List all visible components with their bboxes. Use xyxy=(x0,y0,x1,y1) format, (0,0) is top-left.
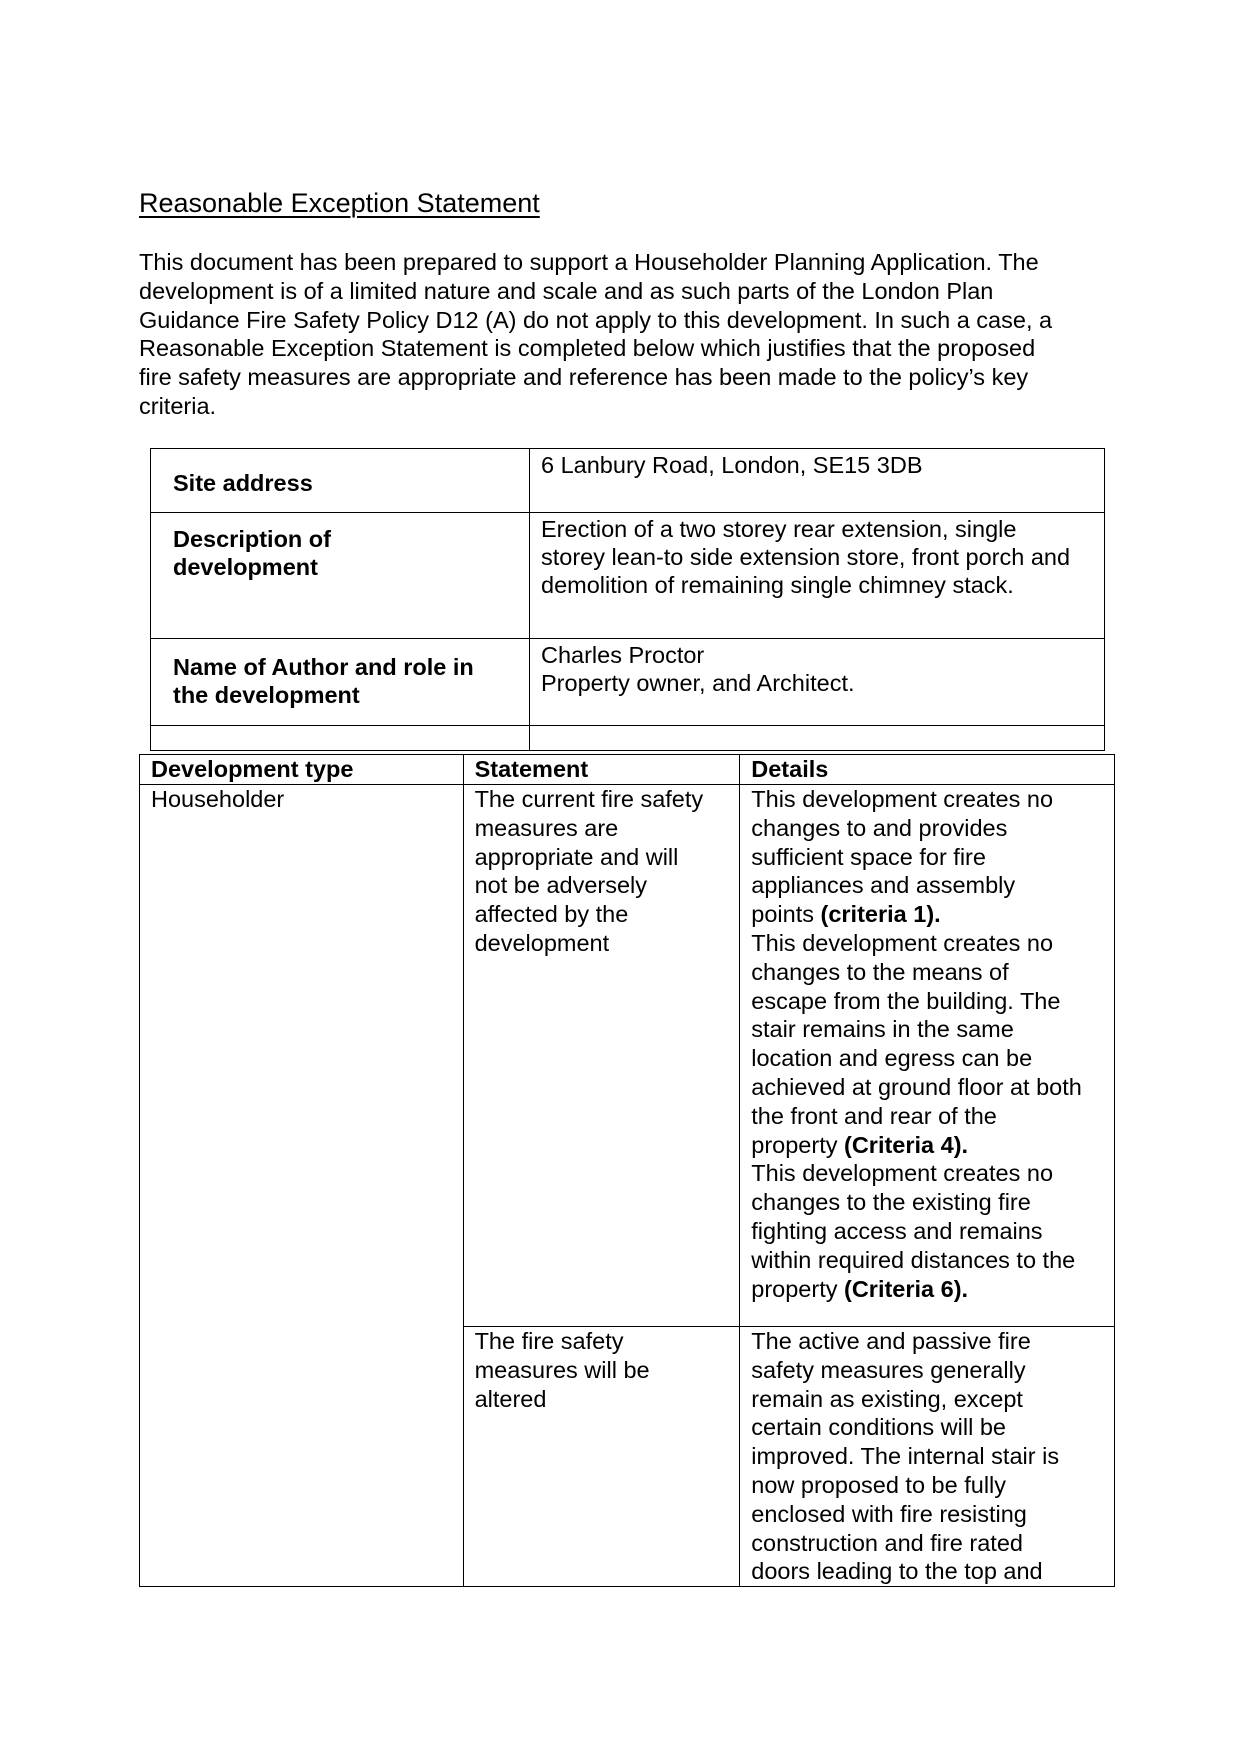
author-role: Property owner, and Architect. xyxy=(541,670,855,696)
description-label-line: Description of xyxy=(173,526,331,552)
intro-line: Guidance Fire Safety Policy D12 (A) do not apply to this development. In such a case, a xyxy=(139,306,1053,333)
details-line: safety measures generally xyxy=(751,1356,1026,1383)
details-line xyxy=(751,900,1114,929)
header-statement: Statement xyxy=(463,755,740,785)
site-info-table xyxy=(150,448,1105,751)
details-line: changes to and provides xyxy=(751,814,1008,841)
criteria-reference: (criteria 1). xyxy=(820,901,941,928)
details-line: doors leading to the top and xyxy=(751,1558,1043,1585)
statement-line: measures will be xyxy=(474,1356,650,1383)
intro-paragraph xyxy=(139,248,1119,421)
intro-line: This document has been prepared to support a Householder Planning Application. The xyxy=(139,249,1039,275)
details-line: achieved at ground floor at both xyxy=(751,1073,1082,1100)
table-double-rule xyxy=(150,725,1105,726)
details-text: property xyxy=(751,1275,845,1302)
author-value xyxy=(530,639,1105,751)
details-text: property xyxy=(751,1131,845,1158)
details-line: enclosed with fire resisting xyxy=(751,1500,1027,1527)
table-row xyxy=(140,785,1115,1327)
details-cell xyxy=(740,785,1115,1327)
author-label-line: the development xyxy=(173,682,360,708)
details-line: within required distances to the xyxy=(751,1246,1076,1273)
criteria-reference: (Criteria 4). xyxy=(844,1131,969,1158)
intro-line: criteria. xyxy=(139,392,217,419)
details-line: certain conditions will be xyxy=(751,1414,1006,1441)
statement-line: The fire safety xyxy=(474,1328,624,1354)
details-text: points xyxy=(751,901,821,928)
details-line: changes to the means of xyxy=(751,958,1009,985)
intro-line: fire safety measures are appropriate and reference has been made to the policy’s key xyxy=(139,364,1029,391)
details-line: construction and fire rated xyxy=(751,1529,1023,1556)
description-value-line: Erection of a two storey rear extension, single xyxy=(541,516,1017,542)
details-line: remain as existing, except xyxy=(751,1385,1023,1412)
details-line: This development creates no xyxy=(751,1160,1054,1187)
statement-line: development xyxy=(474,929,610,956)
details-line: This development creates no xyxy=(751,929,1054,956)
details-cell xyxy=(740,1327,1115,1587)
details-line: now proposed to be fully xyxy=(751,1471,1007,1498)
statement-cell xyxy=(463,785,740,1327)
details-line xyxy=(751,1131,1114,1160)
development-type-value: Householder xyxy=(151,786,285,812)
author-label-line: Name of Author and role in xyxy=(173,654,474,680)
author-name: Charles Proctor xyxy=(541,642,705,668)
description-label xyxy=(151,513,530,639)
details-line: sufficient space for fire xyxy=(751,843,986,870)
description-value-line: demolition of remaining single chimney stack. xyxy=(541,572,1014,598)
details-line: changes to the existing fire xyxy=(751,1189,1031,1216)
description-value-line: storey lean-to side extension store, front porch and xyxy=(541,544,1071,570)
details-line: stair remains in the same xyxy=(751,1016,1014,1043)
site-address-label-text: Site address xyxy=(173,469,313,496)
site-address-label xyxy=(151,449,530,513)
intro-line: Reasonable Exception Statement is completed below which justifies that the proposed xyxy=(139,335,1036,362)
statement-line: measures are xyxy=(474,814,619,841)
development-type-cell xyxy=(140,785,464,1587)
details-line: fighting access and remains xyxy=(751,1217,1043,1244)
page-title: Reasonable Exception Statement xyxy=(139,188,540,218)
details-line: appliances and assembly xyxy=(751,872,1016,899)
table-header-row xyxy=(140,755,1115,785)
criteria-reference: (Criteria 6). xyxy=(844,1275,969,1302)
author-row xyxy=(151,639,1105,751)
details-line: the front and rear of the xyxy=(751,1102,997,1129)
details-line: improved. The internal stair is xyxy=(751,1443,1060,1470)
site-address-value-text: 6 Lanbury Road, London, SE15 3DB xyxy=(541,452,923,478)
statement-line: altered xyxy=(474,1385,547,1412)
description-label-line: development xyxy=(173,554,318,580)
details-line: escape from the building. The xyxy=(751,987,1061,1014)
statement-line: appropriate and will xyxy=(474,843,679,870)
intro-line: development is of a limited nature and scale and as such parts of the London Plan xyxy=(139,277,994,304)
statement-cell xyxy=(463,1327,740,1587)
details-line: The active and passive fire xyxy=(751,1328,1031,1354)
statement-line: affected by the xyxy=(474,901,629,928)
header-details: Details xyxy=(740,755,1115,785)
details-line: This development creates no xyxy=(751,786,1054,812)
details-line: location and egress can be xyxy=(751,1045,1033,1072)
site-address-value xyxy=(530,449,1105,513)
development-table xyxy=(139,754,1115,1587)
statement-line: The current fire safety xyxy=(474,786,704,812)
description-value xyxy=(530,513,1105,639)
author-label xyxy=(151,639,530,751)
statement-line: not be adversely xyxy=(474,872,648,899)
site-address-row xyxy=(151,449,1105,513)
description-row xyxy=(151,513,1105,639)
header-development-type: Development type xyxy=(140,755,464,785)
details-line xyxy=(751,1275,1114,1304)
